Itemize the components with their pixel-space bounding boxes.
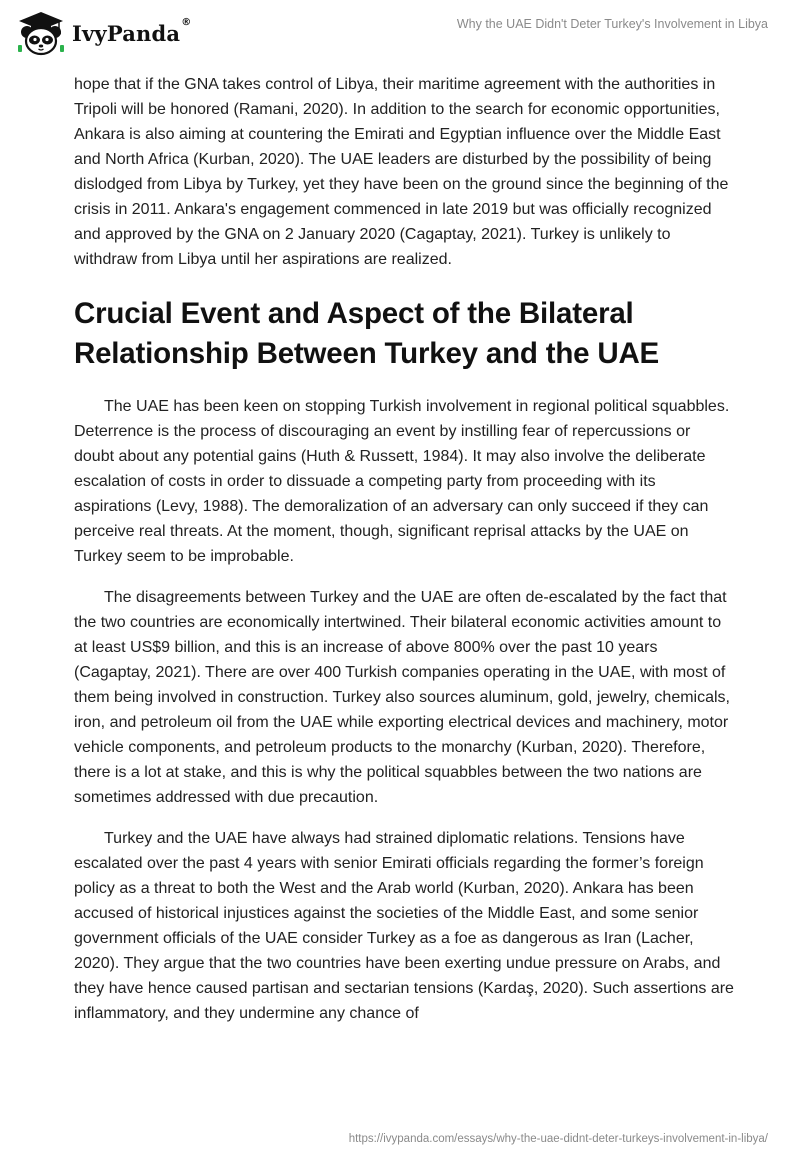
essay-content	[74, 72, 734, 1042]
body-paragraph: The UAE has been keen on stopping Turkish involvement in regional political squabbles. Deterrence is the process of discouraging an event by instilling fear of repercussions or doubt about any potential gains (Huth & Russett, 1984). It may also involve the deliberate escalation of costs in order to dissuade a competing party from proceeding with its aspirations (Levy, 1988). The demoralization of an adversary can only succeed if they can perceive real threats. At the moment, though, significant reprisal attacks by the UAE on Turkey seem to be improbable.	[74, 398, 730, 565]
body-paragraph: Turkey and the UAE have always had strained diplomatic relations. Tensions have escalated over the past 4 years with senior Emirati officials regarding the former’s foreign policy as a threat to both the West and the Arab world (Kurban, 2020). Ankara has been accused of historical injustices against the societies of the Middle East, and some senior government officials of the UAE consider Turkey as a foe as dangerous as Iran (Lacher, 2020). They argue that the two countries have been exerting undue pressure on Arabs, and they have hence caused partisan and sectarian tensions (Kardaş, 2020). Such assertions are inflammatory, and they undermine any chance of	[74, 830, 734, 1022]
brand-registered-mark: ®	[181, 16, 192, 28]
brand-name: IvyPanda®	[72, 16, 192, 46]
source-url[interactable]: https://ivypanda.com/essays/why-the-uae-didnt-deter-turkeys-involvement-in-libya/	[348, 1133, 768, 1145]
document-title: Why the UAE Didn't Deter Turkey's Involvement in Libya	[456, 17, 768, 31]
panda-graduate-icon	[16, 10, 66, 56]
ivypanda-logo[interactable]	[16, 10, 191, 56]
body-paragraph: The disagreements between Turkey and the UAE are often de-escalated by the fact that the two countries are economically intertwined. Their bilateral economic activities amount to at least US$9 billion, and this is an increase of above 800% over the past 10 years (Cagaptay, 2021). There are over 400 Turkish companies operating in the UAE, with most of them being involved in construction. Turkey also sources aluminum, gold, jewelry, chemicals, iron, and petroleum oil from the UAE while exporting electrical devices and machinery, motor vehicle components, and petroleum products to the monarchy (Kurban, 2020). Therefore, there is a lot at stake, and this is why the political squabbles between the two nations are sometimes addressed with due precaution.	[74, 589, 730, 806]
paragraph-continuation: hope that if the GNA takes control of Libya, their maritime agreement with the authorities in Tripoli will be honored (Ramani, 2020). In addition to the search for economic opportunities, Ankara is also aiming at countering the Emirati and Egyptian influence over the Middle East and North Africa (Kurban, 2020). The UAE leaders are disturbed by the possibility of being dislodged from Libya by Turkey, yet they have been on the ground since the beginning of the crisis in 2011. Ankara's engagement commenced in late 2019 but was officially recognized and approved by the GNA on 2 January 2020 (Cagaptay, 2021). Turkey is unlikely to withdraw from Libya until her aspirations are realized.	[74, 76, 729, 268]
section-heading: Crucial Event and Aspect of the Bilateral Relationship Between Turkey and the UAE	[74, 297, 660, 370]
page-header	[0, 0, 800, 60]
